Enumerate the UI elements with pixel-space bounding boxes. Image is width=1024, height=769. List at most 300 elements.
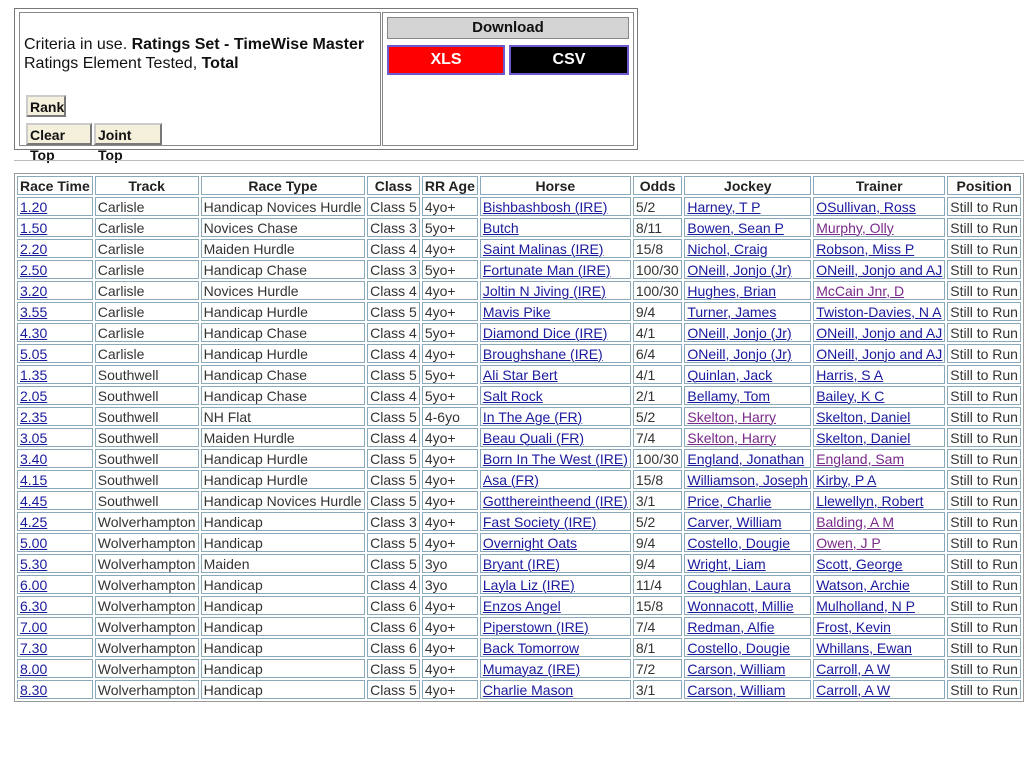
cell-track: Carlisle bbox=[95, 281, 199, 300]
cell-trainer bbox=[813, 281, 945, 300]
time-link[interactable]: 1.50 bbox=[20, 219, 48, 236]
cell-age: 4yo+ bbox=[422, 197, 478, 216]
horse-link[interactable]: Butch bbox=[482, 219, 519, 236]
horse-link[interactable]: Overnight Oats bbox=[482, 534, 578, 551]
cell-trainer bbox=[813, 386, 945, 405]
cell-position: Still to Run bbox=[947, 365, 1021, 384]
horse-link[interactable]: Back Tomorrow bbox=[482, 639, 580, 656]
trainer-link[interactable]: OSullivan, Ross bbox=[816, 198, 916, 215]
cell-jockey bbox=[684, 491, 811, 510]
cell-class: Class 6 bbox=[367, 638, 420, 657]
cell-jockey bbox=[684, 617, 811, 636]
horse-link[interactable]: Diamond Dice (IRE) bbox=[482, 324, 608, 341]
column-header[interactable]: Track bbox=[95, 176, 199, 195]
cell-jockey bbox=[684, 365, 811, 384]
trainer-link[interactable]: Watson, Archie bbox=[816, 576, 910, 593]
time-link[interactable]: 3.05 bbox=[20, 429, 48, 446]
table-row bbox=[17, 323, 1021, 342]
cell-horse bbox=[480, 680, 631, 699]
jockey-link[interactable]: ONeill, Jonjo (Jr) bbox=[687, 324, 792, 341]
time-link[interactable]: 2.20 bbox=[20, 240, 48, 257]
time-link[interactable]: 5.00 bbox=[20, 534, 48, 551]
column-header[interactable]: Position bbox=[947, 176, 1021, 195]
trainer-link[interactable]: England, Sam bbox=[816, 450, 905, 467]
cell-class: Class 4 bbox=[367, 239, 420, 258]
cell-odds: 7/4 bbox=[633, 617, 683, 636]
cell-horse bbox=[480, 323, 631, 342]
cell-type: Handicap bbox=[201, 638, 366, 657]
element-tested-line bbox=[24, 55, 239, 73]
horse-link[interactable]: Mumayaz (IRE) bbox=[482, 660, 581, 677]
cell-track: Carlisle bbox=[95, 197, 199, 216]
time-link[interactable]: 3.40 bbox=[20, 450, 48, 467]
trainer-link[interactable]: Balding, A M bbox=[816, 513, 895, 530]
trainer-link[interactable]: McCain Jnr, D bbox=[816, 282, 905, 299]
horse-link[interactable]: Charlie Mason bbox=[482, 681, 574, 698]
cell-type: Handicap bbox=[201, 659, 366, 678]
cell-class: Class 5 bbox=[367, 554, 420, 573]
cell-odds: 100/30 bbox=[633, 281, 683, 300]
cell-position: Still to Run bbox=[947, 239, 1021, 258]
cell-time bbox=[17, 260, 93, 279]
horse-link[interactable]: Bryant (IRE) bbox=[482, 555, 560, 572]
jockey-link[interactable]: Coughlan, Laura bbox=[687, 576, 791, 593]
trainer-link[interactable]: Harris, S A bbox=[816, 366, 884, 383]
cell-jockey bbox=[684, 554, 811, 573]
cell-track: Carlisle bbox=[95, 218, 199, 237]
trainer-link[interactable]: Twiston-Davies, N A bbox=[816, 303, 942, 320]
time-link[interactable]: 1.35 bbox=[20, 366, 48, 383]
trainer-link[interactable]: Skelton, Daniel bbox=[816, 429, 911, 446]
cell-odds: 3/1 bbox=[633, 680, 683, 699]
trainer-link[interactable]: Mulholland, N P bbox=[816, 597, 916, 614]
cell-track: Southwell bbox=[95, 491, 199, 510]
ratings-set: Ratings Set - TimeWise Master bbox=[131, 36, 365, 53]
cell-odds: 5/2 bbox=[633, 197, 683, 216]
cell-horse bbox=[480, 386, 631, 405]
cell-horse bbox=[480, 491, 631, 510]
download-title: Download bbox=[387, 17, 629, 39]
cell-type: Handicap bbox=[201, 617, 366, 636]
cell-position: Still to Run bbox=[947, 680, 1021, 699]
cell-type: Maiden Hurdle bbox=[201, 428, 366, 447]
cell-age: 4yo+ bbox=[422, 302, 478, 321]
clear-top-button[interactable]: Clear Top bbox=[26, 123, 92, 145]
trainer-link[interactable]: Bailey, K C bbox=[816, 387, 885, 404]
table-row bbox=[17, 449, 1021, 468]
rank-button[interactable]: Rank bbox=[26, 95, 66, 117]
trainer-link[interactable]: Scott, George bbox=[816, 555, 903, 572]
cell-horse bbox=[480, 575, 631, 594]
cell-type: Maiden bbox=[201, 554, 366, 573]
results-table bbox=[14, 173, 1024, 702]
criteria-box bbox=[19, 12, 381, 163]
cell-position: Still to Run bbox=[947, 533, 1021, 552]
column-header[interactable]: Odds bbox=[633, 176, 683, 195]
cell-position: Still to Run bbox=[947, 302, 1021, 321]
cell-track: Carlisle bbox=[95, 344, 199, 363]
cell-trainer bbox=[813, 302, 945, 321]
cell-age: 5yo+ bbox=[422, 365, 478, 384]
cell-time bbox=[17, 512, 93, 531]
trainer-link[interactable]: Murphy, Olly bbox=[816, 219, 894, 236]
jockey-link[interactable]: Quinlan, Jack bbox=[687, 366, 773, 383]
trainer-link[interactable]: Frost, Kevin bbox=[816, 618, 891, 635]
cell-class: Class 5 bbox=[367, 365, 420, 384]
trainer-link[interactable]: Owen, J P bbox=[816, 534, 881, 551]
jockey-link[interactable]: Carson, William bbox=[687, 681, 786, 698]
table-row bbox=[17, 365, 1021, 384]
cell-time bbox=[17, 659, 93, 678]
cell-type: Handicap Chase bbox=[201, 323, 366, 342]
cell-type: Handicap bbox=[201, 680, 366, 699]
horse-link[interactable]: Fast Society (IRE) bbox=[482, 513, 597, 530]
cell-type: Handicap bbox=[201, 533, 366, 552]
cell-position: Still to Run bbox=[947, 470, 1021, 489]
cell-horse bbox=[480, 512, 631, 531]
cell-horse bbox=[480, 218, 631, 237]
jockey-link[interactable]: ONeill, Jonjo (Jr) bbox=[687, 261, 792, 278]
cell-age: 4yo+ bbox=[422, 470, 478, 489]
horse-link[interactable]: Layla Liz (IRE) bbox=[482, 576, 575, 593]
time-link[interactable]: 6.30 bbox=[20, 597, 48, 614]
cell-class: Class 5 bbox=[367, 491, 420, 510]
cell-odds: 8/11 bbox=[633, 218, 683, 237]
column-header[interactable]: Race Type bbox=[201, 176, 366, 195]
table-row bbox=[17, 680, 1021, 699]
cell-type: Handicap bbox=[201, 575, 366, 594]
horse-link[interactable]: Asa (FR) bbox=[482, 471, 539, 488]
cell-track: Southwell bbox=[95, 365, 199, 384]
jockey-link[interactable]: Bellamy, Tom bbox=[687, 387, 771, 404]
cell-class: Class 6 bbox=[367, 617, 420, 636]
jockey-link[interactable]: Skelton, Harry bbox=[687, 408, 777, 425]
cell-class: Class 5 bbox=[367, 659, 420, 678]
jockey-link[interactable]: Costello, Dougie bbox=[687, 639, 791, 656]
horse-link[interactable]: Born In The West (IRE) bbox=[482, 450, 628, 467]
cell-jockey bbox=[684, 260, 811, 279]
cell-type: Handicap Chase bbox=[201, 260, 366, 279]
cell-time bbox=[17, 596, 93, 615]
horse-link[interactable]: Salt Rock bbox=[482, 387, 543, 404]
cell-trainer bbox=[813, 491, 945, 510]
cell-age: 4yo+ bbox=[422, 449, 478, 468]
cell-odds: 5/2 bbox=[633, 407, 683, 426]
cell-jockey bbox=[684, 218, 811, 237]
cell-odds: 15/8 bbox=[633, 596, 683, 615]
jockey-link[interactable]: Price, Charlie bbox=[687, 492, 772, 509]
time-link[interactable]: 5.05 bbox=[20, 345, 48, 362]
cell-time bbox=[17, 533, 93, 552]
cell-age: 4yo+ bbox=[422, 638, 478, 657]
jockey-link[interactable]: Williamson, Joseph bbox=[687, 471, 808, 488]
cell-jockey bbox=[684, 470, 811, 489]
cell-position: Still to Run bbox=[947, 218, 1021, 237]
cell-trainer bbox=[813, 197, 945, 216]
time-link[interactable]: 4.25 bbox=[20, 513, 48, 530]
cell-age: 3yo bbox=[422, 554, 478, 573]
cell-horse bbox=[480, 533, 631, 552]
horse-link[interactable]: Joltin N Jiving (IRE) bbox=[482, 282, 606, 299]
table-row bbox=[17, 428, 1021, 447]
cell-time bbox=[17, 617, 93, 636]
cell-time bbox=[17, 344, 93, 363]
jockey-link[interactable]: England, Jonathan bbox=[687, 450, 805, 467]
cell-age: 4yo+ bbox=[422, 281, 478, 300]
jockey-link[interactable]: Hughes, Brian bbox=[687, 282, 777, 299]
horse-link[interactable]: Bishbashbosh (IRE) bbox=[482, 198, 608, 215]
cell-class: Class 4 bbox=[367, 386, 420, 405]
table-row bbox=[17, 596, 1021, 615]
cell-jockey bbox=[684, 344, 811, 363]
cell-time bbox=[17, 239, 93, 258]
cell-age: 5yo+ bbox=[422, 218, 478, 237]
cell-horse bbox=[480, 554, 631, 573]
cell-horse bbox=[480, 449, 631, 468]
cell-horse bbox=[480, 281, 631, 300]
cell-horse bbox=[480, 365, 631, 384]
time-link[interactable]: 8.00 bbox=[20, 660, 48, 677]
cell-track: Carlisle bbox=[95, 302, 199, 321]
jockey-link[interactable]: Carson, William bbox=[687, 660, 786, 677]
cell-time bbox=[17, 281, 93, 300]
cell-track: Wolverhampton bbox=[95, 680, 199, 699]
cell-time bbox=[17, 428, 93, 447]
cell-jockey bbox=[684, 659, 811, 678]
trainer-link[interactable]: Carroll, A W bbox=[816, 660, 891, 677]
table-row bbox=[17, 575, 1021, 594]
jockey-link[interactable]: Harney, T P bbox=[687, 198, 761, 215]
table-row bbox=[17, 512, 1021, 531]
jockey-link[interactable]: Bowen, Sean P bbox=[687, 219, 784, 236]
cell-horse bbox=[480, 344, 631, 363]
time-link[interactable]: 8.30 bbox=[20, 681, 48, 698]
column-header[interactable]: Race Time bbox=[17, 176, 93, 195]
horse-link[interactable]: Piperstown (IRE) bbox=[482, 618, 589, 635]
cell-age: 4yo+ bbox=[422, 428, 478, 447]
cell-position: Still to Run bbox=[947, 512, 1021, 531]
jockey-link[interactable]: Skelton, Harry bbox=[687, 429, 777, 446]
element-prefix: Ratings Element Tested, bbox=[24, 55, 202, 72]
table-row bbox=[17, 659, 1021, 678]
cell-time bbox=[17, 218, 93, 237]
trainer-link[interactable]: Whillans, Ewan bbox=[816, 639, 912, 656]
table-row bbox=[17, 239, 1021, 258]
cell-jockey bbox=[684, 281, 811, 300]
jockey-link[interactable]: Redman, Alfie bbox=[687, 618, 775, 635]
table-row bbox=[17, 218, 1021, 237]
header-row bbox=[17, 176, 1021, 195]
horse-link[interactable]: Mavis Pike bbox=[482, 303, 551, 320]
cell-horse bbox=[480, 428, 631, 447]
table-row bbox=[17, 638, 1021, 657]
cell-odds: 4/1 bbox=[633, 365, 683, 384]
cell-track: Carlisle bbox=[95, 239, 199, 258]
cell-trainer bbox=[813, 470, 945, 489]
cell-track: Wolverhampton bbox=[95, 617, 199, 636]
time-link[interactable]: 2.35 bbox=[20, 408, 48, 425]
cell-class: Class 6 bbox=[367, 596, 420, 615]
xls-download-button[interactable]: XLS bbox=[387, 45, 505, 75]
column-header[interactable]: Horse bbox=[480, 176, 631, 195]
jockey-link[interactable]: Turner, James bbox=[687, 303, 777, 320]
cell-type: Handicap bbox=[201, 596, 366, 615]
trainer-link[interactable]: Robson, Miss P bbox=[816, 240, 915, 257]
time-link[interactable]: 3.20 bbox=[20, 282, 48, 299]
horse-link[interactable]: Fortunate Man (IRE) bbox=[482, 261, 611, 278]
column-header[interactable]: Jockey bbox=[684, 176, 811, 195]
cell-class: Class 4 bbox=[367, 575, 420, 594]
cell-horse bbox=[480, 596, 631, 615]
time-link[interactable]: 3.55 bbox=[20, 303, 48, 320]
trainer-link[interactable]: Llewellyn, Robert bbox=[816, 492, 924, 509]
cell-time bbox=[17, 680, 93, 699]
cell-odds: 15/8 bbox=[633, 239, 683, 258]
cell-position: Still to Run bbox=[947, 386, 1021, 405]
time-link[interactable]: 1.20 bbox=[20, 198, 48, 215]
cell-horse bbox=[480, 260, 631, 279]
time-link[interactable]: 7.30 bbox=[20, 639, 48, 656]
horse-link[interactable]: Gotthereintheend (IRE) bbox=[482, 492, 628, 509]
cell-odds: 7/2 bbox=[633, 659, 683, 678]
cell-position: Still to Run bbox=[947, 575, 1021, 594]
jockey-link[interactable]: Wright, Liam bbox=[687, 555, 766, 572]
cell-jockey bbox=[684, 386, 811, 405]
cell-time bbox=[17, 554, 93, 573]
cell-track: Southwell bbox=[95, 428, 199, 447]
cell-position: Still to Run bbox=[947, 596, 1021, 615]
cell-track: Wolverhampton bbox=[95, 533, 199, 552]
cell-track: Carlisle bbox=[95, 260, 199, 279]
jockey-link[interactable]: Nichol, Craig bbox=[687, 240, 768, 257]
cell-trainer bbox=[813, 575, 945, 594]
cell-jockey bbox=[684, 533, 811, 552]
cell-position: Still to Run bbox=[947, 638, 1021, 657]
time-link[interactable]: 6.00 bbox=[20, 576, 48, 593]
cell-age: 4yo+ bbox=[422, 491, 478, 510]
trainer-link[interactable]: Kirby, P A bbox=[816, 471, 877, 488]
cell-track: Wolverhampton bbox=[95, 575, 199, 594]
trainer-link[interactable]: Carroll, A W bbox=[816, 681, 891, 698]
cell-trainer bbox=[813, 554, 945, 573]
trainer-link[interactable]: Skelton, Daniel bbox=[816, 408, 911, 425]
cell-class: Class 5 bbox=[367, 533, 420, 552]
column-header[interactable]: RR Age bbox=[422, 176, 478, 195]
joint-top-button[interactable]: Joint Top bbox=[94, 123, 162, 145]
cell-track: Wolverhampton bbox=[95, 512, 199, 531]
table-row bbox=[17, 386, 1021, 405]
cell-odds: 3/1 bbox=[633, 491, 683, 510]
cell-class: Class 3 bbox=[367, 218, 420, 237]
horse-link[interactable]: Enzos Angel bbox=[482, 597, 561, 614]
time-link[interactable]: 4.30 bbox=[20, 324, 48, 341]
jockey-link[interactable]: Wonnacott, Millie bbox=[687, 597, 794, 614]
cell-type: Handicap Novices Hurdle bbox=[201, 491, 366, 510]
cell-type: Maiden Hurdle bbox=[201, 239, 366, 258]
table-row bbox=[17, 197, 1021, 216]
time-link[interactable]: 7.00 bbox=[20, 618, 48, 635]
time-link[interactable]: 4.15 bbox=[20, 471, 48, 488]
cell-time bbox=[17, 302, 93, 321]
cell-trainer bbox=[813, 365, 945, 384]
cell-age: 4yo+ bbox=[422, 617, 478, 636]
cell-odds: 4/1 bbox=[633, 323, 683, 342]
jockey-link[interactable]: ONeill, Jonjo (Jr) bbox=[687, 345, 792, 362]
results-body bbox=[17, 197, 1021, 699]
cell-position: Still to Run bbox=[947, 407, 1021, 426]
cell-age: 4yo+ bbox=[422, 659, 478, 678]
table-row bbox=[17, 407, 1021, 426]
cell-jockey bbox=[684, 302, 811, 321]
cell-class: Class 3 bbox=[367, 260, 420, 279]
cell-time bbox=[17, 449, 93, 468]
cell-position: Still to Run bbox=[947, 260, 1021, 279]
cell-position: Still to Run bbox=[947, 659, 1021, 678]
table-row bbox=[17, 491, 1021, 510]
horse-link[interactable]: Saint Malinas (IRE) bbox=[482, 240, 604, 257]
cell-jockey bbox=[684, 239, 811, 258]
cell-odds: 9/4 bbox=[633, 302, 683, 321]
cell-class: Class 4 bbox=[367, 323, 420, 342]
cell-track: Wolverhampton bbox=[95, 659, 199, 678]
time-link[interactable]: 5.30 bbox=[20, 555, 48, 572]
jockey-link[interactable]: Costello, Dougie bbox=[687, 534, 791, 551]
trainer-link[interactable]: ONeill, Jonjo and AJ bbox=[816, 324, 943, 341]
horse-link[interactable]: Beau Quali (FR) bbox=[482, 429, 585, 446]
horse-link[interactable]: In The Age (FR) bbox=[482, 408, 583, 425]
cell-class: Class 4 bbox=[367, 344, 420, 363]
cell-type: Novices Hurdle bbox=[201, 281, 366, 300]
horse-link[interactable]: Ali Star Bert bbox=[482, 366, 558, 383]
cell-age: 4yo+ bbox=[422, 344, 478, 363]
horse-link[interactable]: Broughshane (IRE) bbox=[482, 345, 603, 362]
table-row bbox=[17, 554, 1021, 573]
cell-class: Class 3 bbox=[367, 512, 420, 531]
csv-download-button[interactable]: CSV bbox=[509, 45, 629, 75]
cell-age: 5yo+ bbox=[422, 323, 478, 342]
criteria-panel bbox=[14, 8, 638, 163]
cell-type: Handicap Chase bbox=[201, 386, 366, 405]
column-header[interactable]: Trainer bbox=[813, 176, 945, 195]
cell-odds: 6/4 bbox=[633, 344, 683, 363]
table-row bbox=[17, 470, 1021, 489]
cell-class: Class 5 bbox=[367, 407, 420, 426]
cell-horse bbox=[480, 470, 631, 489]
trainer-link[interactable]: ONeill, Jonjo and AJ bbox=[816, 345, 943, 362]
cell-age: 5yo+ bbox=[422, 386, 478, 405]
cell-track: Southwell bbox=[95, 386, 199, 405]
cell-type: Handicap Hurdle bbox=[201, 302, 366, 321]
time-link[interactable]: 2.50 bbox=[20, 261, 48, 278]
cell-age: 4yo+ bbox=[422, 533, 478, 552]
jockey-link[interactable]: Carver, William bbox=[687, 513, 782, 530]
table-row bbox=[17, 617, 1021, 636]
cell-jockey bbox=[684, 407, 811, 426]
cell-odds: 9/4 bbox=[633, 554, 683, 573]
cell-trainer bbox=[813, 323, 945, 342]
cell-horse bbox=[480, 617, 631, 636]
table-row bbox=[17, 344, 1021, 363]
trainer-link[interactable]: ONeill, Jonjo and AJ bbox=[816, 261, 943, 278]
column-header[interactable]: Class bbox=[367, 176, 420, 195]
time-link[interactable]: 2.05 bbox=[20, 387, 48, 404]
cell-type: NH Flat bbox=[201, 407, 366, 426]
cell-type: Handicap Chase bbox=[201, 365, 366, 384]
table-row bbox=[17, 533, 1021, 552]
time-link[interactable]: 4.45 bbox=[20, 492, 48, 509]
cell-trainer bbox=[813, 218, 945, 237]
cell-class: Class 5 bbox=[367, 449, 420, 468]
